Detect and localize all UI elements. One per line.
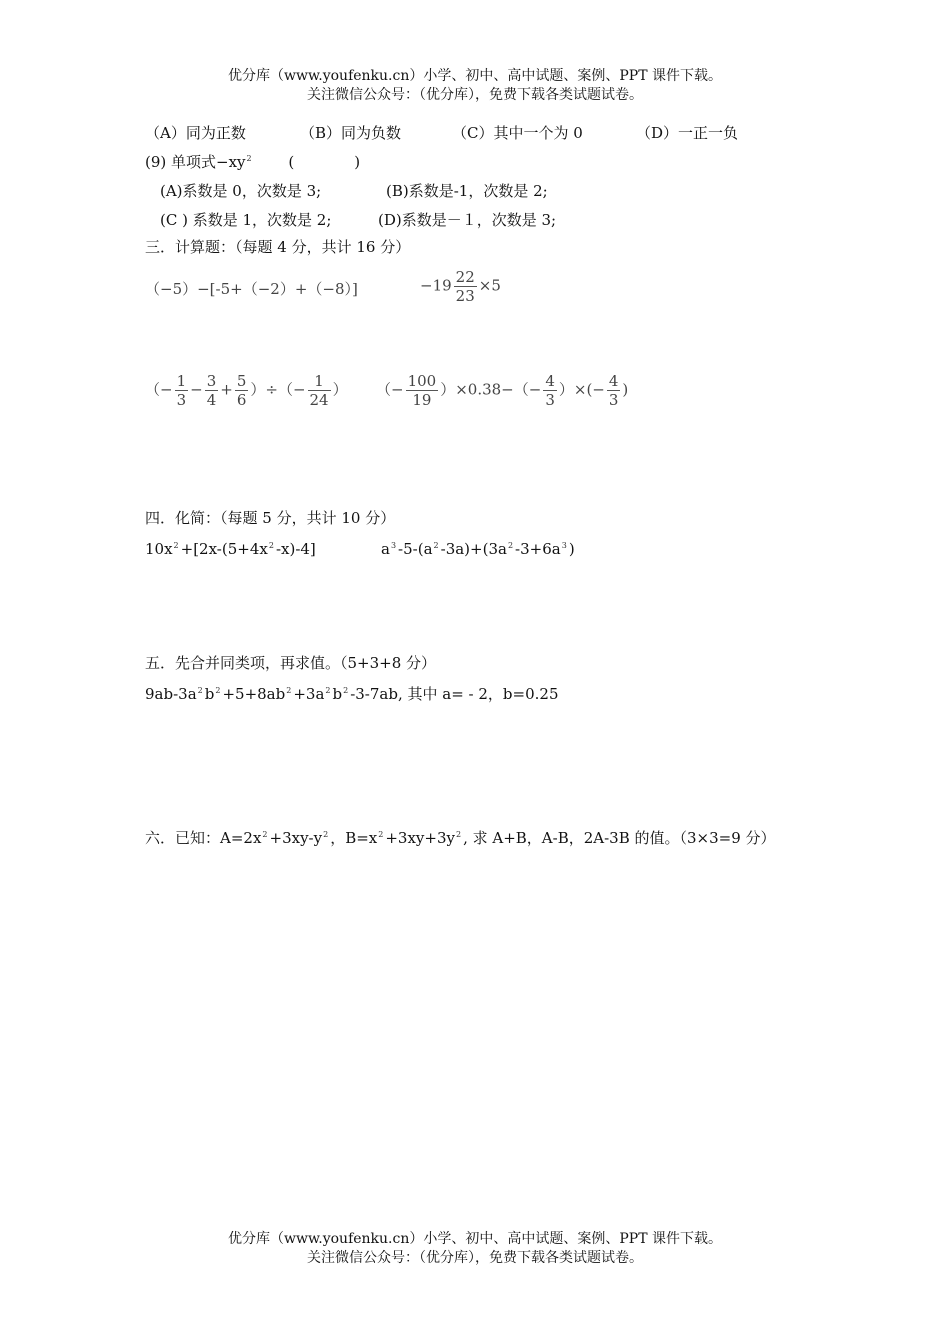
- calc-problem-2: −19 $\frac{22}{23}$ ×5: [420, 268, 501, 305]
- simplify-expression-1: $10x^2 +[2x-(5+4x^2$ -x)-4]: [145, 540, 316, 558]
- simplify-expression-2: $a^3$ $-5-(a^2$ $-3a)+(3a^2$ $-3+6a^3$ ): [381, 540, 575, 558]
- q9-stem: (9) 单项式$-xy^2$ ( ): [145, 153, 361, 171]
- fraction: $\frac{3}{4}$: [206, 372, 217, 409]
- fraction: $\frac{4}{3}$: [608, 372, 619, 409]
- calc-problem-3: （− $\frac{1}{3}$ − $\frac{3}{4}$ + $\frac{5}{6}$ ）÷（− $\frac{1}{24}$ ）: [145, 372, 348, 409]
- fraction: $\frac{22}{23}$: [455, 268, 475, 305]
- header-line-1: 优分库（www.youfenku.cn）小学、初中、高中试题、案例、PPT 课件下载。: [227, 68, 722, 84]
- section3-title: 三．计算题：（每题 4 分，共计 16 分）: [145, 238, 411, 256]
- q9-option-c: (C ) 系数是 1，次数是 2;: [160, 211, 332, 229]
- q9-option-d: (D)系数是－１，次数是 3;: [378, 211, 557, 229]
- fraction: $\frac{1}{24}$: [309, 372, 329, 409]
- calc-problem-4: （− $\frac{100}{19}$ ）×0.38−（− $\frac{4}{3}$ ）×(− $\frac{4}{3}$ ): [376, 372, 629, 409]
- q8-option-d: （D）一正一负: [636, 124, 739, 142]
- q8-option-c: （C）其中一个为 0: [452, 124, 583, 142]
- q9-answer-blank: ( ): [288, 153, 361, 171]
- fraction: $\frac{100}{19}$: [407, 372, 437, 409]
- calc-problem-1: （−5）−[-5+（−2）+（−8）]: [145, 280, 358, 298]
- q9-option-a: (A)系数是 0，次数是 3;: [160, 182, 322, 200]
- footer-line-2: 关注微信公众号：（优分库），免费下载各类试题试卷。: [307, 1250, 643, 1266]
- evaluate-expression: $9ab-3a^2$ $b^2 +5+8ab^2 +3a^2$ $b^2$ -3-7ab, 其中 a= - 2，b=0.25: [145, 685, 559, 703]
- fraction: $\frac{4}{3}$: [545, 372, 555, 409]
- fraction: $\frac{5}{6}$: [236, 372, 247, 409]
- header-line-2: 关注微信公众号：（优分库），免费下载各类试题试卷。: [307, 87, 643, 103]
- q8-option-a: （A）同为正数: [145, 124, 246, 142]
- q9-option-b: (B)系数是-1，次数是 2;: [386, 182, 548, 200]
- section4-title: 四．化简：（每题 5 分，共计 10 分）: [145, 509, 396, 527]
- footer-line-1: 优分库（www.youfenku.cn）小学、初中、高中试题、案例、PPT 课件下载。: [227, 1231, 722, 1247]
- q8-option-b: （B）同为负数: [300, 124, 402, 142]
- fraction: $\frac{1}{3}$: [176, 372, 187, 409]
- section6-question: 六．已知：$A=2x^2 +3xy-y^2$ ，$B=x^2 +3xy+3y^2$ , 求 A+B，A-B，2A-3B 的值。（3×3=9 分）: [145, 829, 776, 847]
- section5-title: 五．先合并同类项，再求值。（5+3+8 分）: [145, 654, 437, 672]
